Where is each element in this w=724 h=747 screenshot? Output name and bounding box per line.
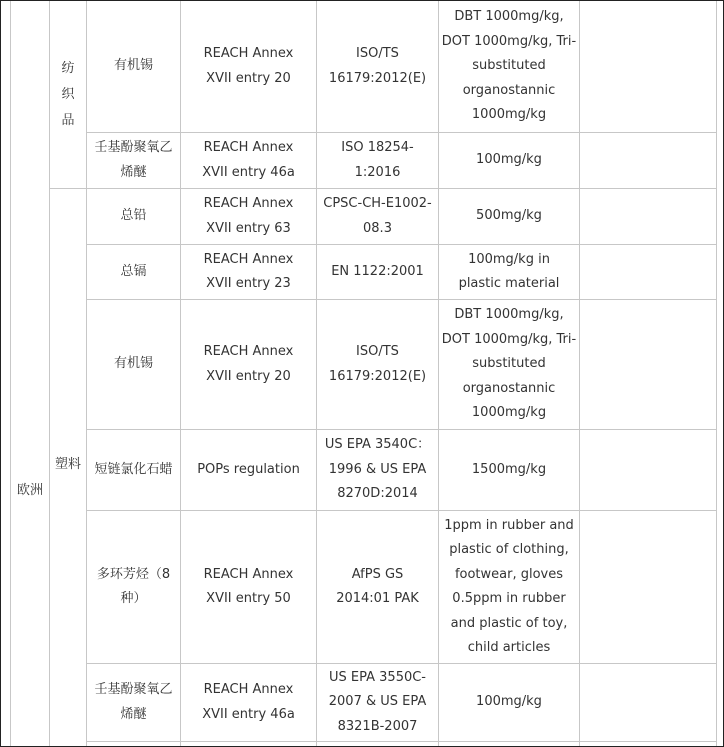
limit-cell [439,1,579,132]
method-text: EN 1122:2001 [331,263,424,279]
limit-text: DBT 1000mg/kg, DOT 1000mg/kg, Tri-substituted organostannic 1000mg/kg [441,307,577,421]
substance-cell [87,133,180,188]
limit-cell [439,189,579,244]
limit-cell [439,133,579,188]
method-text: ISO 18254-1:2016 [341,140,414,180]
method-text: ISO/TS 16179:2012(E) [328,46,427,86]
limit-text: 1500mg/kg [471,461,547,477]
substance-cell [87,1,180,132]
method-cell [317,430,438,510]
regulation-cell [181,189,316,244]
limit-text: 100mg/kg [476,152,542,168]
substance-text: 壬基酚聚氧乙烯醚 [94,140,173,180]
method-cell [317,1,438,132]
method-cell [317,511,438,663]
category-label: 塑料 [54,456,81,472]
regulation-text: REACH Annex XVII entry 23 [203,251,294,291]
limit-cell [439,664,579,741]
limit-cell [439,511,579,663]
regulation-text: REACH Annex XVII entry 50 [203,566,294,606]
substance-cell [87,430,180,510]
limit-cell [439,245,579,299]
method-cell [317,189,438,244]
substance-cell [87,511,180,663]
regulation-cell [181,1,316,132]
regulation-cell [181,133,316,188]
substance-text: 总铅 [120,208,147,224]
method-text: US EPA 3540C：1996 & US EPA 8270D:2014 [324,437,431,502]
regulation-text: REACH Annex XVII entry 20 [203,46,294,86]
regulation-text: REACH Annex XVII entry 63 [203,196,294,236]
substance-text: 总镉 [120,263,147,279]
method-cell [317,245,438,299]
substance-text: 壬基酚聚氧乙烯醚 [94,682,173,722]
regulation-text: REACH Annex XVII entry 46a [202,682,295,722]
substance-cell [87,300,180,429]
substance-text: 有机锡 [113,356,153,372]
substance-cell [87,664,180,741]
grid-line [579,1,580,746]
grid-line [86,741,716,742]
limit-cell [439,300,579,429]
regulation-cell [181,511,316,663]
regulation-cell [181,300,316,429]
regulation-text: POPs regulation [197,461,300,477]
regulation-text: REACH Annex XVII entry 46a [202,140,295,180]
substance-cell [87,245,180,299]
method-cell [317,300,438,429]
method-cell [317,664,438,741]
substance-text: 短链氯化石蜡 [94,461,173,477]
substance-cell [87,189,180,244]
substance-text: 有机锡 [113,58,153,74]
regulation-cell [181,664,316,741]
limit-text: 100mg/kg in plastic material [458,251,560,291]
substance-text: 多环芳烃（8种） [96,566,171,606]
limit-text: 100mg/kg [476,694,542,710]
method-cell [317,133,438,188]
method-text: US EPA 3550C-2007 & US EPA 8321B-2007 [328,669,427,734]
regulation-cell [181,430,316,510]
method-text: CPSC-CH-E1002-08.3 [323,196,432,236]
category-label: 纺织品 [61,60,75,128]
regulation-cell [181,245,316,299]
limit-text: 1ppm in rubber and plastic of clothing, footwear, gloves 0.5ppm in rubber and plastic of toy, child articles [444,517,574,655]
limit-text: DBT 1000mg/kg, DOT 1000mg/kg, Tri-substituted organostannic 1000mg/kg [441,9,577,123]
limit-text: 500mg/kg [476,208,542,224]
table-grid [1,1,721,746]
limit-cell [439,430,579,510]
method-text: ISO/TS 16179:2012(E) [328,344,427,384]
category-cell [50,1,86,188]
region-cell [11,1,49,746]
method-text: AfPS GS 2014:01 PAK [336,566,419,606]
category-cell [50,189,86,746]
grid-line [716,1,717,746]
regulation-text: REACH Annex XVII entry 20 [203,344,294,384]
region-label: 欧洲 [16,482,43,498]
